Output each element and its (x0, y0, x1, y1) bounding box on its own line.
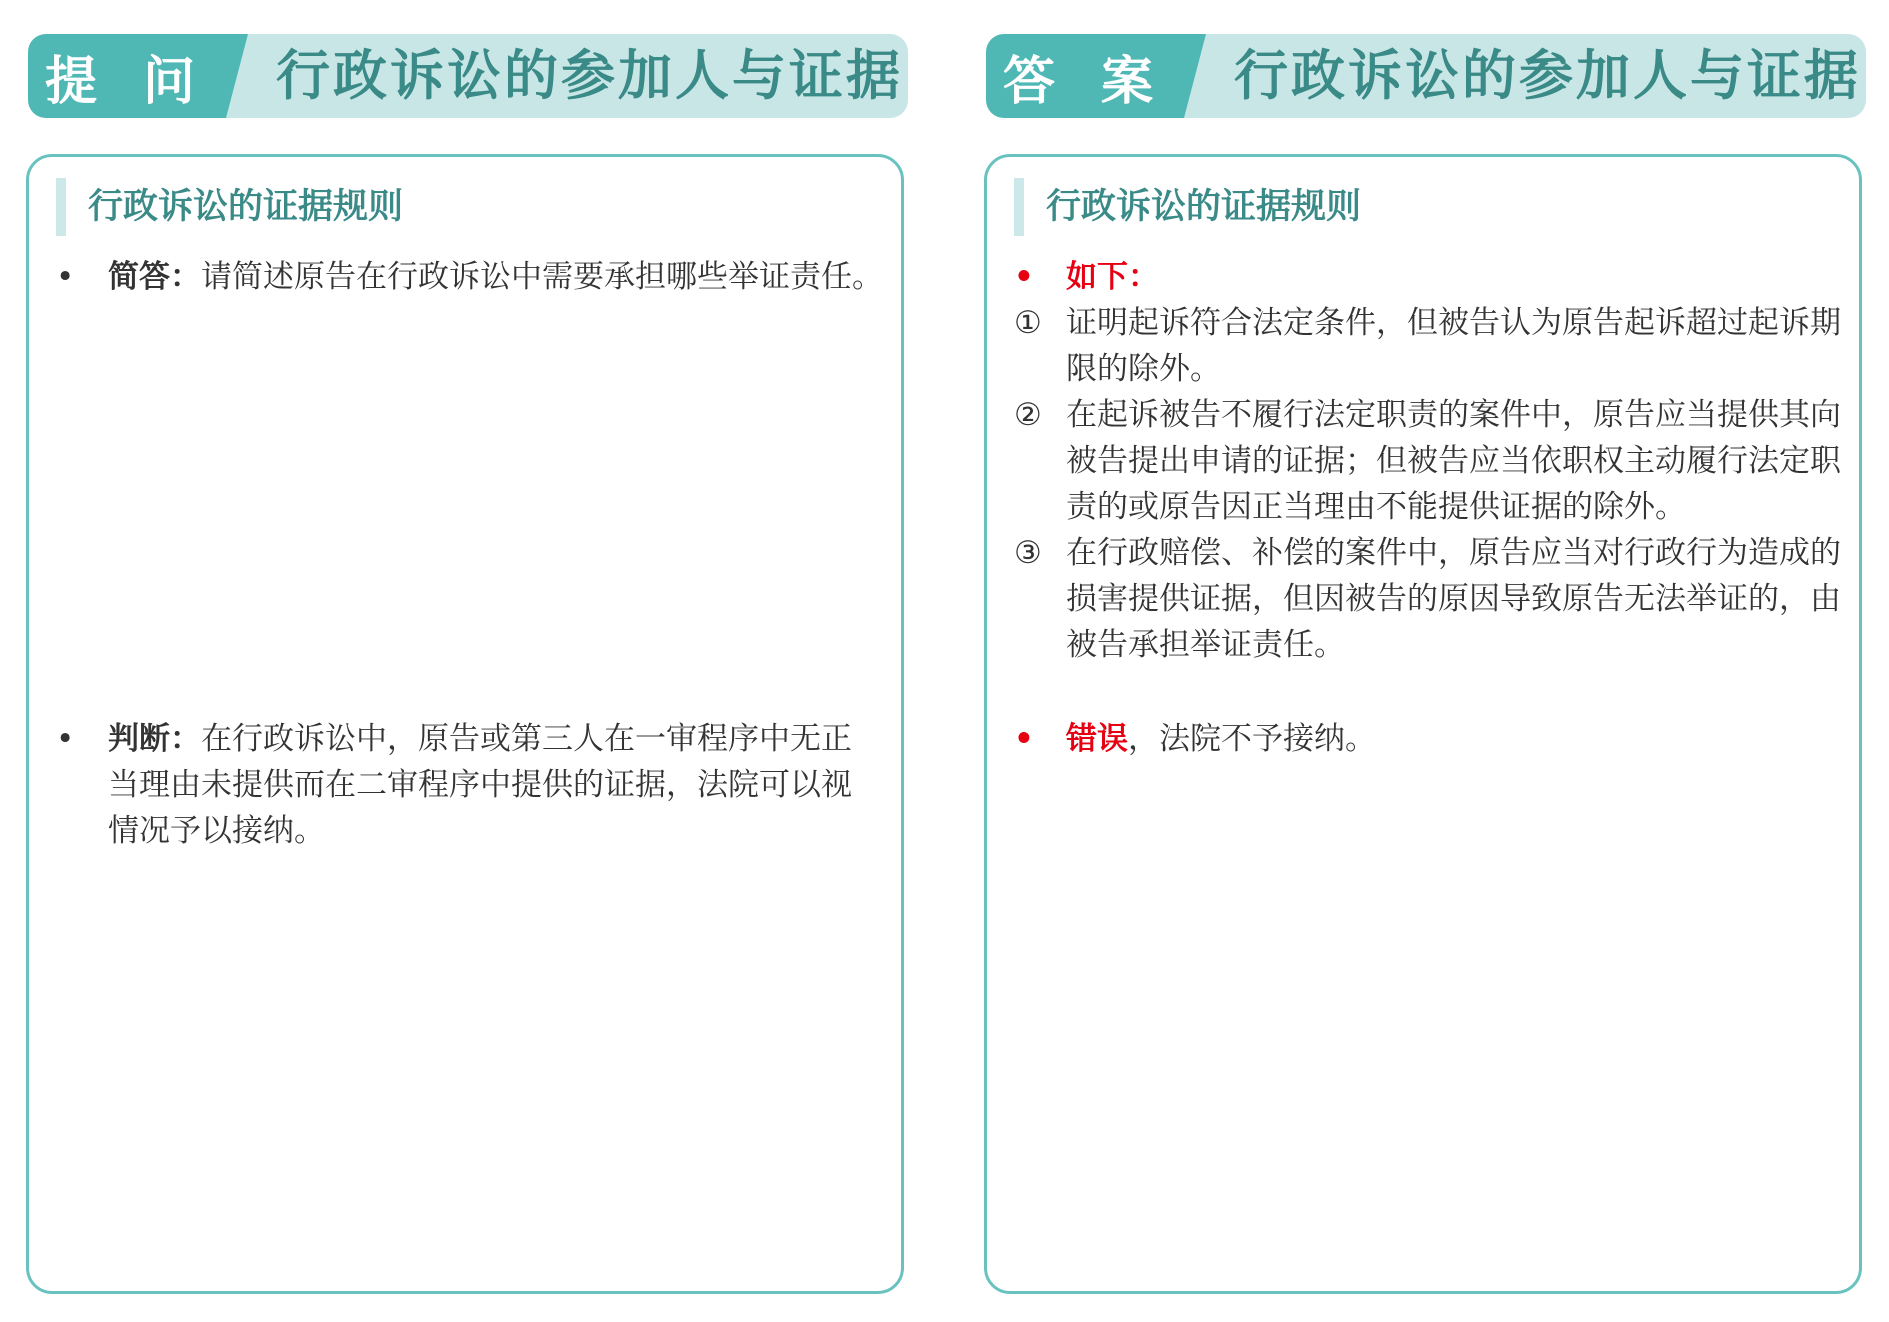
bullet-dot: • (56, 721, 75, 757)
question-panel (0, 0, 920, 1322)
answer-item-3 (1014, 530, 1864, 668)
short-answer-label: 简答： (108, 259, 201, 295)
answer-subhead: 行政诉讼的证据规则 (1014, 178, 1361, 236)
bullet-dot: • (1014, 259, 1034, 295)
bullet-dot: • (56, 259, 75, 295)
item-number: ② (1014, 397, 1042, 433)
short-answer-answer-header (1014, 254, 1864, 300)
true-false-label: 判断： (108, 721, 201, 757)
answer-item-2 (1014, 392, 1864, 530)
item-text: 证明起诉符合法定条件，但被告认为原告起诉超过起诉期限的除外。 (1066, 305, 1841, 387)
answer-verdict-text: ，法院不予接纳。 (1128, 721, 1376, 757)
answer-label: 如下： (1066, 259, 1159, 295)
short-answer-text: 请简述原告在行政诉讼中需要承担哪些举证责任。 (201, 259, 883, 295)
question-tag: 提 问 (44, 51, 210, 112)
answer-tag: 答 案 (1002, 51, 1168, 112)
item-number: ① (1014, 305, 1042, 341)
answer-verdict: 错误 (1066, 721, 1128, 757)
question-subhead: 行政诉讼的证据规则 (56, 178, 403, 236)
bullet-dot: • (1014, 721, 1034, 757)
question-banner (28, 34, 908, 118)
answer-banner (986, 34, 1866, 118)
answer-panel (958, 0, 1878, 1322)
answer-banner-title: 行政诉讼的参加人与证据 (1234, 44, 1861, 107)
question-banner-title: 行政诉讼的参加人与证据 (276, 44, 903, 107)
item-text: 在起诉被告不履行法定职责的案件中，原告应当提供其向被告提出申请的证据；但被告应当依职权主动履行法定职责的或原告因正当理由不能提供证据的除外。 (1066, 397, 1841, 525)
true-false-question (56, 716, 876, 854)
true-false-text: 在行政诉讼中，原告或第三人在一审程序中无正当理由未提供而在二审程序中提供的证据，法院可以视情况予以接纳。 (108, 721, 852, 849)
item-text: 在行政赔偿、补偿的案件中，原告应当对行政行为造成的损害提供证据，但因被告的原因导致原告无法举证的，由被告承担举证责任。 (1066, 535, 1841, 663)
item-number: ③ (1014, 535, 1042, 571)
answer-item-1 (1014, 300, 1864, 392)
true-false-answer (1014, 716, 1864, 762)
short-answer-question (56, 254, 906, 300)
